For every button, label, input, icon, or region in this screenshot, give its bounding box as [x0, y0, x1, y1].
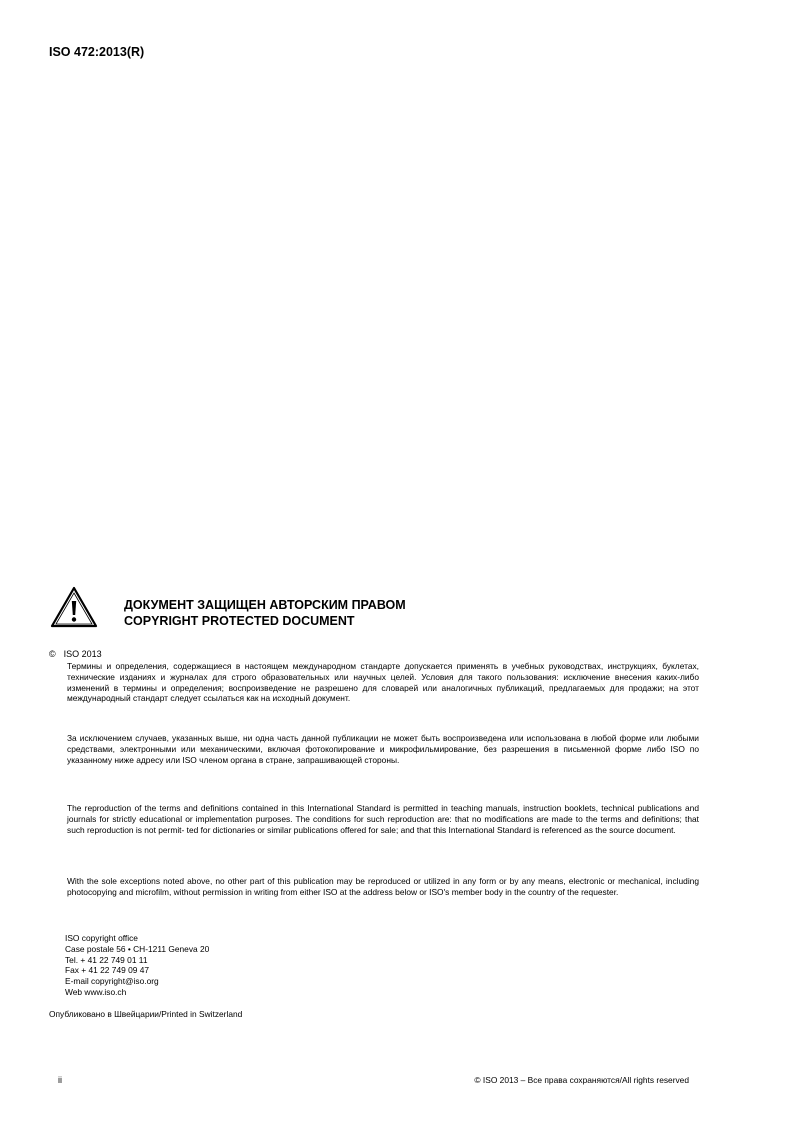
contact-fax: Fax + 41 22 749 09 47 [65, 965, 150, 976]
copyright-line [49, 649, 102, 660]
paragraph-en-2: With the sole exceptions noted above, no other part of this publication may be reproduced or utilized in any form or by any means, electronic or mechanical, including photocopying and microfilm, without permission in writing from either ISO at the address below or ISO's member body in the country of the requester. [67, 876, 699, 897]
notice-title-ru: ДОКУМЕНТ ЗАЩИЩЕН АВТОРСКИМ ПРАВОМ [124, 598, 406, 612]
contact-tel: Tel. + 41 22 749 01 11 [65, 954, 148, 965]
contact-address: Case postale 56 • CH-1211 Geneva 20 [65, 943, 210, 954]
paragraph-en-1: The reproduction of the terms and definitions contained in this International Standard is permitted in teaching manuals, instruction booklets, technical publications and journals for strictly educational or implementation purposes. The conditions for such reproduction are: that no modifications are made to the terms and definitions; that such reproduction is not permit- ted for dictionaries or similar publications offered for sale; and that this International Standard is referenced as the source document. [67, 803, 699, 835]
page-number: ii [58, 1075, 62, 1085]
contact-office: ISO copyright office [65, 933, 138, 943]
contact-email: E-mail copyright@iso.org [65, 976, 159, 987]
copyright-year: ISO 2013 [63, 649, 102, 659]
paragraph-ru-2: За исключением случаев, указанных выше, ни одна часть данной публикации не может быть воспроизведена или использована в любой форме или любыми средствами, электронными или механическими, включая фотокопирование и микрофильмирование, без разрешения в письменной форме либо ISO по указанному ниже адресу или ISO членом органа в стране, запрашивающей стороны. [67, 733, 699, 765]
copyright-symbol: © [49, 649, 56, 659]
warning-triangle-icon [50, 586, 98, 628]
document-id: ISO 472:2013(R) [49, 45, 145, 59]
notice-title-en: COPYRIGHT PROTECTED DOCUMENT [124, 614, 355, 628]
footer-copyright: © ISO 2013 – Все права сохраняются/All rights reserved [474, 1075, 689, 1085]
contact-web: Web www.iso.ch [65, 986, 127, 997]
published-line: Опубликовано в Швейцарии/Printed in Switzerland [49, 1009, 243, 1019]
paragraph-ru-1: Термины и определения, содержащиеся в настоящем международном стандарте допускается применять в учебных руководствах, инструкциях, буклетах, технические изданиях и журналах для строго образовательных или научных целей. Условия для такого пользования: исключение внесения каких-либо изменений в термины и определения; воспроизведение не разрешено для словарей или аналогичных публикаций, предлагаемых для продажи; на этот международный стандарт следует ссылаться как на исходный документ. [67, 661, 699, 704]
contact-block [65, 933, 209, 998]
notice-heading [124, 597, 406, 629]
